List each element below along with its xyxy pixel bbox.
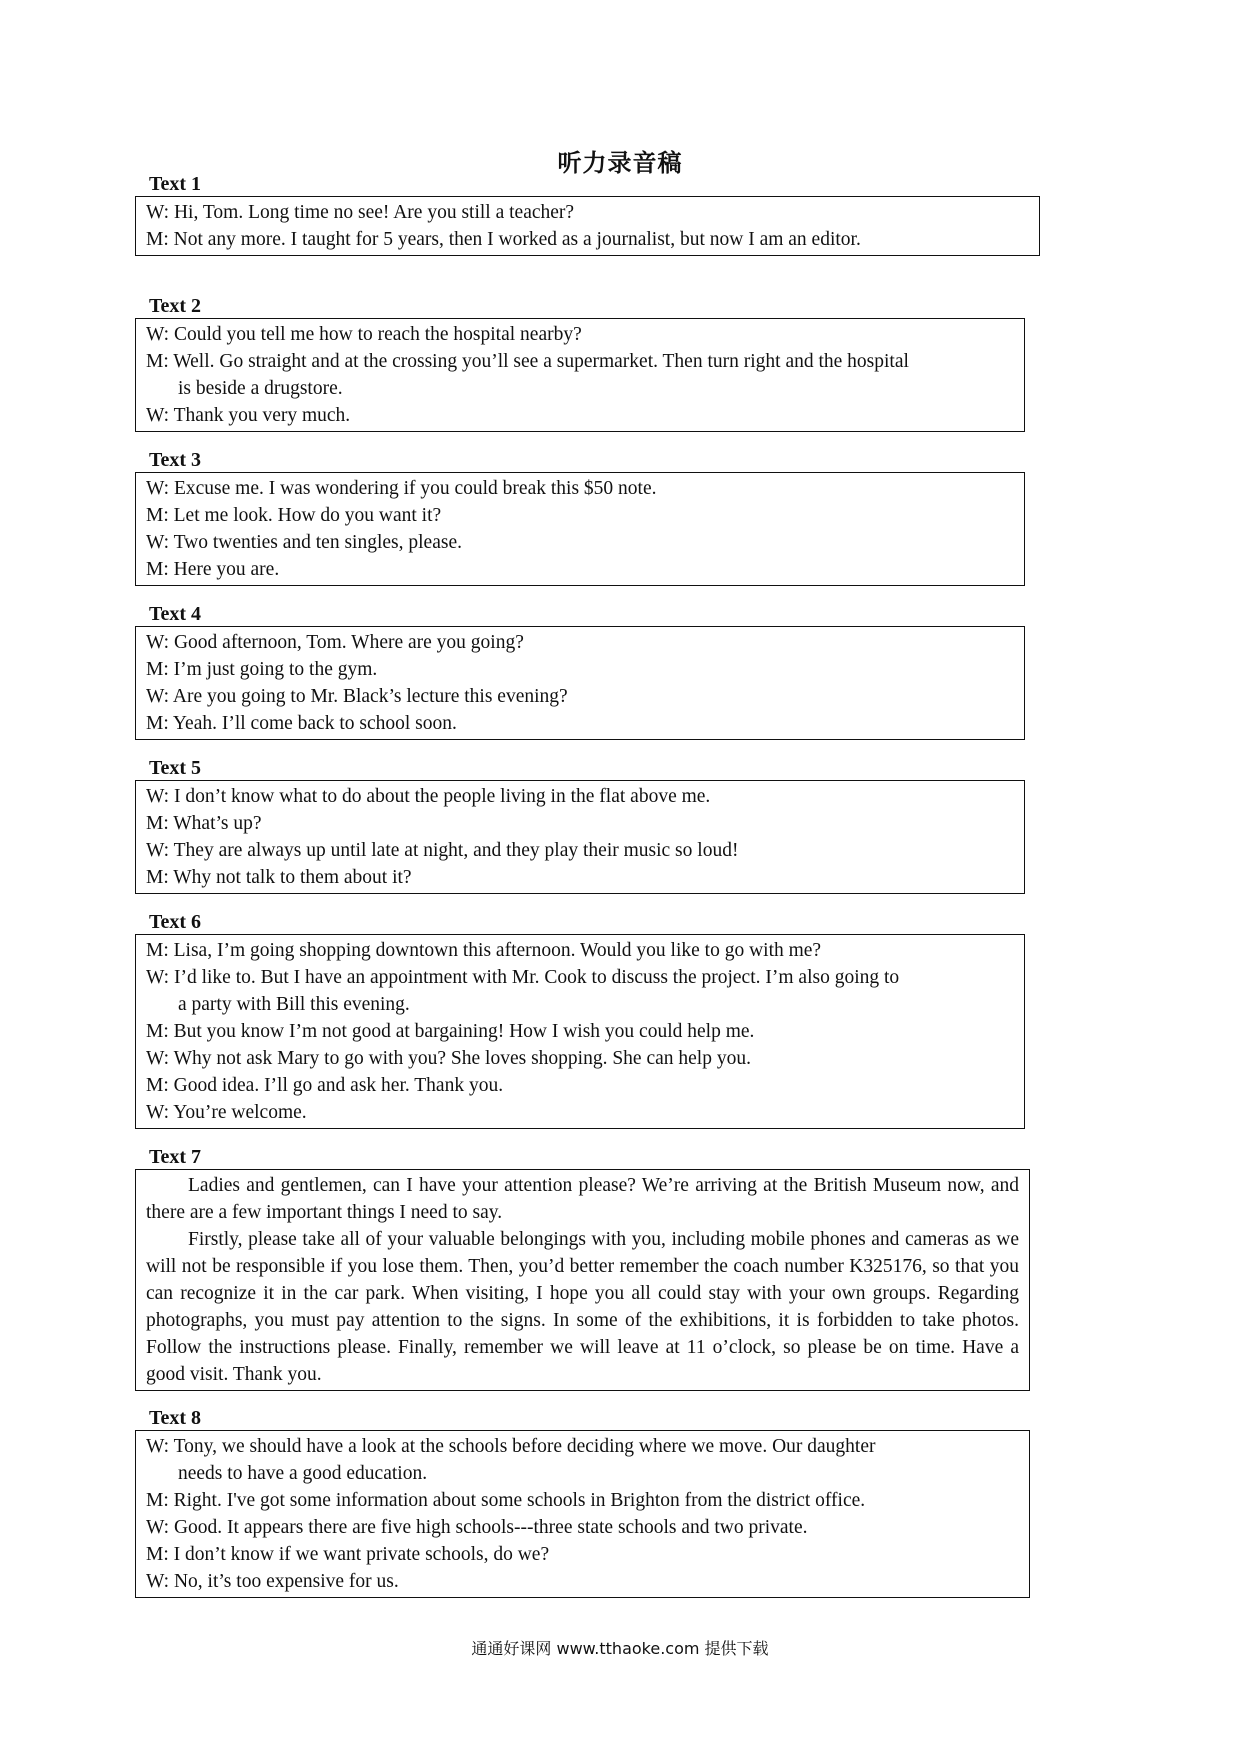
section-label: Text 6 (149, 911, 202, 933)
dialogue-line: M: I don’t know if we want private schools, do we? (146, 1544, 550, 1565)
transcript-box (135, 1169, 1030, 1391)
section-label: Text 8 (149, 1407, 202, 1429)
dialogue-line: M: What’s up? (146, 813, 262, 834)
dialogue-line: M: Not any more. I taught for 5 years, then I worked as a journalist, but now I am an editor. (146, 229, 861, 250)
dialogue-line: M: Right. I've got some information about some schools in Brighton from the district office. (146, 1490, 866, 1511)
dialogue-line: W: They are always up until late at night, and they play their music so loud! (146, 840, 739, 861)
text-4-section (135, 602, 1025, 740)
transcript-box (135, 934, 1025, 1129)
transcript-box (135, 318, 1025, 432)
announcement-paragraph: Ladies and gentlemen, can I have your attention please? We’re arriving at the British Museum now, and there are a few important things I need to say. (146, 1175, 1019, 1223)
dialogue-line: W: Two twenties and ten singles, please. (146, 532, 462, 553)
transcript-box (135, 1430, 1030, 1598)
page-title: 听力录音稿 (557, 149, 683, 177)
transcript-box (135, 626, 1025, 740)
dialogue-line: M: Yeah. I’ll come back to school soon. (146, 713, 457, 734)
dialogue-line: W: Hi, Tom. Long time no see! Are you still a teacher? (146, 202, 575, 223)
section-label: Text 5 (149, 757, 202, 779)
dialogue-line: W: Tony, we should have a look at the schools before deciding where we move. Our daughter (146, 1436, 876, 1457)
section-label: Text 4 (149, 603, 202, 625)
dialogue-line: a party with Bill this evening. (178, 994, 410, 1015)
text-1-section (135, 172, 1040, 256)
text-3-section (135, 448, 1025, 586)
section-label: Text 3 (149, 449, 202, 471)
text-6-section (135, 910, 1025, 1129)
dialogue-line: M: Good idea. I’ll go and ask her. Thank you. (146, 1075, 504, 1096)
dialogue-line: M: Lisa, I’m going shopping downtown this afternoon. Would you like to go with me? (146, 940, 822, 961)
text-7-section (135, 1145, 1030, 1391)
dialogue-line: W: Are you going to Mr. Black’s lecture this evening? (146, 686, 568, 707)
text-2-section (135, 294, 1025, 432)
dialogue-line: M: Why not talk to them about it? (146, 867, 412, 888)
transcript-box (135, 472, 1025, 586)
dialogue-line: W: You’re welcome. (146, 1102, 307, 1123)
dialogue-line: M: But you know I’m not good at bargaining! How I wish you could help me. (146, 1021, 755, 1042)
page-footer: 通通好课网 www.tthaoke.com 提供下载 (471, 1639, 769, 1658)
section-label: Text 7 (149, 1146, 202, 1168)
dialogue-line: W: Why not ask Mary to go with you? She loves shopping. She can help you. (146, 1048, 751, 1069)
section-label: Text 2 (149, 295, 202, 317)
dialogue-line: is beside a drugstore. (178, 378, 343, 399)
dialogue-line: M: Well. Go straight and at the crossing you’ll see a supermarket. Then turn right and the hospital (146, 351, 909, 372)
text-8-section (135, 1406, 1030, 1598)
dialogue-line: W: Could you tell me how to reach the hospital nearby? (146, 324, 582, 345)
dialogue-line: W: Good. It appears there are five high schools---three state schools and two private. (146, 1517, 808, 1538)
dialogue-line: W: Thank you very much. (146, 405, 351, 426)
dialogue-line: W: No, it’s too expensive for us. (146, 1571, 399, 1592)
transcript-box (135, 780, 1025, 894)
announcement-paragraph: Firstly, please take all of your valuable belongings with you, including mobile phones and cameras as we will not be responsible if you lose them. Then, you’d better remember the coach number K325176, so that you can recognize it in the car park. When visiting, I hope you all could stay with your own groups. Regarding photographs, you must pay attention to the signs. In some of the exhibitions, it is forbidden to take photos. Follow the instructions please. Finally, remember we will leave at 11 o’clock, so please be on time. Have a good visit. Thank you. (146, 1229, 1019, 1385)
dialogue-line: M: I’m just going to the gym. (146, 659, 378, 680)
dialogue-line: W: I’d like to. But I have an appointment with Mr. Cook to discuss the project. I’m also going to (146, 967, 900, 988)
section-label: Text 1 (149, 173, 202, 195)
dialogue-line: M: Let me look. How do you want it? (146, 505, 442, 526)
dialogue-line: needs to have a good education. (178, 1463, 428, 1484)
dialogue-line: W: Good afternoon, Tom. Where are you going? (146, 632, 524, 653)
transcript-box (135, 196, 1040, 256)
dialogue-line: W: I don’t know what to do about the people living in the flat above me. (146, 786, 711, 807)
text-5-section (135, 756, 1025, 894)
dialogue-line: M: Here you are. (146, 559, 280, 580)
dialogue-line: W: Excuse me. I was wondering if you could break this $50 note. (146, 478, 657, 499)
